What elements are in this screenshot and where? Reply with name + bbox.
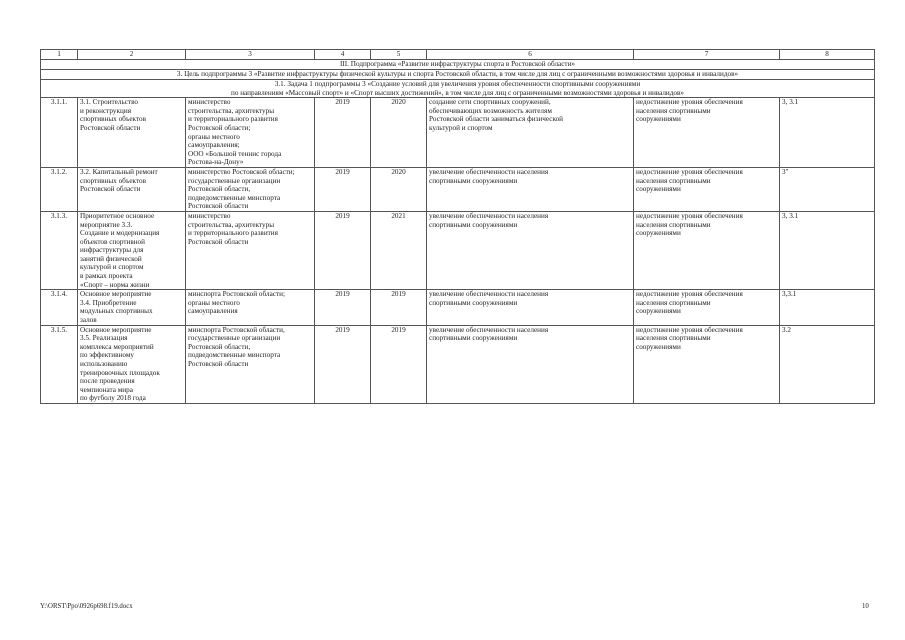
non-implementation-consequence: недостижение уровня обеспечения населения спортивными сооружениями [634,98,780,168]
indicator-link: 3" [780,167,875,211]
non-implementation-consequence: недостижение уровня обеспечения населения спортивными сооружениями [634,211,780,289]
column-number: 3 [186,50,315,60]
expected-result: увеличение обеспеченности населения спортивными сооружениями [427,290,634,325]
table-row [41,325,875,403]
end-year: 2020 [371,98,427,168]
end-year: 2019 [371,290,427,325]
start-year: 2019 [315,98,371,168]
table-row [41,290,875,325]
program-table [40,49,875,404]
start-year: 2019 [315,290,371,325]
end-year: 2019 [371,325,427,403]
indicator-link: 3.2 [780,325,875,403]
indicator-link: 3, 3.1 [780,98,875,168]
subprogram-row [41,60,875,70]
responsible-executor: минспорта Ростовской области; органы местного самоуправления [186,290,315,325]
row-number: 3.1.4. [41,290,78,325]
responsible-executor: министерство строительства, архитектуры и территориального развития Ростовской области; органы местного самоуправления; ООО «Большой теннис города Ростова-на-Дону» [186,98,315,168]
table-row [41,167,875,211]
measure-name: Основное мероприятие 3.4. Приобретение модульных спортивных залов [78,290,186,325]
table-row [41,98,875,168]
indicator-link: 3, 3.1 [780,211,875,289]
file-path: Y:\ORST\Ppo\0926p698.f19.docx [40,603,133,610]
row-number: 3.1.2. [41,167,78,211]
expected-result: создание сети спортивных сооружений, обеспечивающих возможность жителям Ростовской области заниматься физической культурой и спортом [427,98,634,168]
page-number: 10 [862,603,869,610]
column-number: 4 [315,50,371,60]
start-year: 2019 [315,325,371,403]
responsible-executor: министерство строительства, архитектуры и территориального развития Ростовской области [186,211,315,289]
measure-name: 3.1. Строительство и реконструкция спортивных объектов Ростовской области [78,98,186,168]
expected-result: увеличение обеспеченности населения спортивными сооружениями [427,325,634,403]
expected-result: увеличение обеспеченности населения спортивными сооружениями [427,211,634,289]
measure-name: Приоритетное основное мероприятие 3.3. Создание и модернизация объектов спортивной инфраструктуры для занятий физической культурой и спортом в рамках проекта «Спорт – норма жизни [78,211,186,289]
non-implementation-consequence: недостижение уровня обеспечения населения спортивными сооружениями [634,325,780,403]
expected-result: увеличение обеспеченности населения спортивными сооружениями [427,167,634,211]
end-year: 2021 [371,211,427,289]
task-title: 3.1. Задача 1 подпрограммы 3 «Создание условий для увеличения уровня обеспеченности спортивными сооружениями по направлениям «Массовый спорт» и «Спорт высших достижений», в том числе для лиц с ограниченными возможностями здоровья и инвалидов» [41,80,875,98]
column-number: 1 [41,50,78,60]
column-number: 7 [634,50,780,60]
row-number: 3.1.5. [41,325,78,403]
responsible-executor: министерство Ростовской области; государственные организации Ростовской области, подведомственные минспорта Ростовской области [186,167,315,211]
column-number: 5 [371,50,427,60]
subprogram-title: III. Подпрограмма «Развитие инфраструктуры спорта в Ростовской области» [41,60,875,70]
goal-title: 3. Цель подпрограммы 3 «Развитие инфраструктуры физической культуры и спорта Ростовской области, в том числе для лиц с ограниченными возможностями здоровья и инвалидов» [41,70,875,80]
column-number: 6 [427,50,634,60]
non-implementation-consequence: недостижение уровня обеспечения населения спортивными сооружениями [634,290,780,325]
start-year: 2019 [315,167,371,211]
measure-name: Основное мероприятие 3.5. Реализация комплекса мероприятий по эффективному использованию тренировочных площадок после проведения чемпионата мира по футболу 2018 года [78,325,186,403]
task-row [41,80,875,98]
column-number: 8 [780,50,875,60]
start-year: 2019 [315,211,371,289]
row-number: 3.1.3. [41,211,78,289]
goal-row [41,70,875,80]
measure-name: 3.2. Капитальный ремонт спортивных объектов Ростовской области [78,167,186,211]
column-number-row [41,50,875,60]
end-year: 2020 [371,167,427,211]
responsible-executor: минспорта Ростовской области, государственные организации Ростовской области, подведомственные минспорта Ростовской области [186,325,315,403]
non-implementation-consequence: недостижение уровня обеспечения населения спортивными сооружениями [634,167,780,211]
row-number: 3.1.1. [41,98,78,168]
table-row [41,211,875,289]
indicator-link: 3,3.1 [780,290,875,325]
column-number: 2 [78,50,186,60]
